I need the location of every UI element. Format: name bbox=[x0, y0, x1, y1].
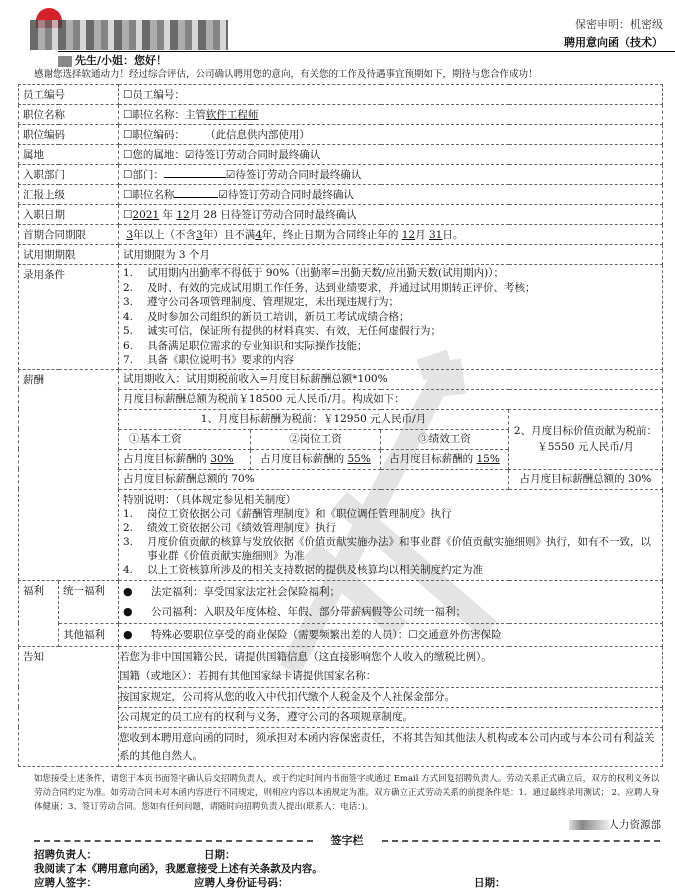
table-row: 职位名称 ☐职位名称：主管软件工程师 bbox=[19, 105, 663, 125]
document-title: 聘用意向函（技术） bbox=[564, 36, 663, 49]
list-item: 7. 具备《职位说明书》要求的内容 bbox=[123, 354, 294, 366]
table-row: 薪酬 试用期收入：试用期税前收入=月度目标薪酬总额*100% bbox=[19, 369, 663, 389]
table-row: 入职部门 ☐部门： ☑待签订劳动合同时最终确认 bbox=[19, 165, 663, 185]
list-item: ● 特殊必要职位享受的商业保险（需要频繁出差的人员）：☐交通意外伤害保险 bbox=[123, 627, 502, 641]
salary-notes: 特别说明：（具体规定参见相关制度） 1. 岗位工资依据公司《薪酬管理制度》和《职位调任管理制度》执行 2. 绩效工资依据公司《绩效管理制度》执行 3. 月度价值贡献的核算与发放依据《价值贡献实施办法》和事业群《价值贡献实施细则》执行，如有不一致，以事业群《价值贡献实施细则》为准 4. 以上工资核算所涉及的相关支持数据的提供及核算均以相关制度约定为准 bbox=[119, 489, 663, 580]
footer-note: 如您接受上述条件，请您于本页书面签字确认后交招聘负责人，或于约定时间内书面签字或通过 Email 方式回复招聘负责人。劳动关系正式确立后，双方的权利义务以劳动合同约定为准。如劳动合同未对本函内容进行不同规定，则相应内容以本函规定为准。双方确立正式劳动关系的前提条件是：1、通过最终录用测试； 2、应聘人身体健康；3、签订劳动合同。您如有任何问题，请随时向招聘负责人提出(联系人：电话：)。 bbox=[34, 773, 660, 812]
table-row: 福利 统一福利 ● 法定福利：享受国家法定社会保险福利； ● 公司福利：入职及年度体检、年假、部分带薪病假等公司统一福利； bbox=[19, 580, 663, 623]
list-item: 6. 具备满足职位需求的专业知识和实际操作技能； bbox=[123, 339, 368, 352]
applicant-line: 应聘人签字： 应聘人身份证号码： 日期： bbox=[34, 876, 506, 889]
list-item: ● 公司福利：入职及年度体检、年假、部分带薪病假等公司统一福利； bbox=[123, 604, 466, 618]
list-item: 3. 月度价值贡献的核算与发放依据《价值贡献实施办法》和事业群《价值贡献实施细则》执行，如有不一致，以事业群《价值贡献实施细则》为准 bbox=[123, 535, 651, 562]
table-row: 首期合同期限 3年以上（不含3年）且不满4年，终止日期为合同终止年的 12月 31日。 bbox=[19, 225, 663, 245]
table-row: 告知 若您为非中国国籍公民，请提供国籍信息（这直接影响您个人收入的缴税比例）。 国籍（或地区）：若拥有其他国家绿卡请提供国家名称： bbox=[19, 646, 663, 687]
list-item: 3. 遵守公司各项管理制度、管理规定，未出现违规行为； bbox=[123, 296, 399, 308]
table-row: 1、月度目标薪酬为税前：￥12950 元人民币/月 2、月度目标价值贡献为税前： ￥5550 元人民币/月 bbox=[19, 409, 663, 429]
table-row: 其他福利 ● 特殊必要职位享受的商业保险（需要频繁出差的人员）：☐交通意外伤害保险 bbox=[19, 623, 663, 646]
table-row: 入职日期 ☐2021 年 12月 28 日待签订劳动合同时最终确认 bbox=[19, 205, 663, 225]
bullet-icon: ● bbox=[123, 604, 133, 618]
table-row: 您收到本聘用意向函的同时，须承担对本函内容保密责任，不将其告知其他法人机构或本公司内或与本公司有利益关系的其他自然人。 bbox=[19, 727, 663, 766]
table-row: 职位编码 ☐职位编码： （此信息供内部使用） bbox=[19, 125, 663, 145]
document-header bbox=[0, 0, 675, 84]
greeting: 先生/小姐：您好！ bbox=[58, 54, 167, 67]
company-logo bbox=[30, 6, 230, 50]
hr-department: 人力资源部 bbox=[0, 818, 661, 832]
table-row: 属地 ☐您的属地：☑待签订劳动合同时最终确认 bbox=[19, 145, 663, 165]
list-item: 1. 岗位工资依据公司《薪酬管理制度》和《职位调任管理制度》执行 bbox=[123, 507, 452, 520]
list-item: ● 法定福利：享受国家法定社会保险福利； bbox=[123, 584, 340, 598]
thanks-text: 感谢您选择软通动力！经过综合评估，公司确认聘用您的意向，有关您的工作及待遇事宜预期如下，期待与您合作成功！ bbox=[34, 69, 538, 80]
recruiter-line: 招聘负责人： 日期： bbox=[34, 848, 236, 861]
table-row: ①基本工资 ②岗位工资 ③绩效工资 bbox=[19, 429, 663, 449]
table-row: 录用条件 1. 试用期内出勤率不得低于 90%（出勤率=出勤天数/应出勤天数(试用期内)）； 2. 及时、有效的完成试用期工作任务，达到业绩要求，并通过试用期转正评价、考核； 3. 遵守公司各项管理制度、管理规定，未出现违规行为； 4. 及时参加公司组织的新员工培训，新员工考试成绩合格； 5. 诚实可信，保证所有提供的材料真实、有效，无任何虚假行为； 6. 具备满足职位需求的专业知识和实际操作技能； 7. 具备《职位说明书》要求的内容 bbox=[19, 265, 663, 370]
list-item: 5. 诚实可信，保证所有提供的材料真实、有效，无任何虚假行为； bbox=[123, 325, 441, 337]
table-row: 员工编号 ☐员工编号： bbox=[19, 85, 663, 105]
conditions-list bbox=[119, 265, 663, 370]
bullet-icon: ● bbox=[123, 584, 133, 598]
table-row: 按国家规定，公司将从您的收入中代扣代缴个人税金及个人社保金部分。 bbox=[19, 687, 663, 707]
confidentiality-label: 保密申明：机密级 bbox=[575, 18, 663, 31]
list-item: 4. 及时参加公司组织的新员工培训，新员工考试成绩合格； bbox=[123, 310, 410, 323]
table-row: 公司规定的员工应有的权利与义务，遵守公司的各项规章制度。 bbox=[19, 707, 663, 727]
table-row: 占月度目标薪酬的 30% 占月度目标薪酬的 55% 占月度目标薪酬的 15% bbox=[19, 449, 663, 469]
accept-statement: 我阅读了本《聘用意向函》，我愿意接受上述有关条款及内容。 bbox=[34, 862, 323, 875]
list-item: 1. 试用期内出勤率不得低于 90%（出勤率=出勤天数/应出勤天数(试用期内)）； bbox=[123, 267, 504, 279]
list-item: 4. 以上工资核算所涉及的相关支持数据的提供及核算均以相关制度约定为准 bbox=[123, 563, 483, 576]
table-row: 试用期期限 试用期限为 3 个月 bbox=[19, 245, 663, 265]
list-item: 2. 绩效工资依据公司《绩效管理制度》执行 bbox=[123, 521, 336, 534]
table-row: 占月度目标薪酬总额的 70% 占月度目标薪酬总额的 30% bbox=[19, 469, 663, 489]
signature-bar: 签字栏 bbox=[34, 834, 660, 848]
bullet-icon: ● bbox=[123, 627, 133, 641]
table-row: 汇报上级 ☐职位名称 ☑待签订劳动合同时最终确认 bbox=[19, 185, 663, 205]
offer-table bbox=[18, 84, 663, 767]
table-row: 月度目标薪酬总额为税前￥18500 元人民币/月。构成如下： bbox=[19, 389, 663, 409]
list-item: 2. 及时、有效的完成试用期工作任务，达到业绩要求，并通过试用期转正评价、考核； bbox=[123, 281, 536, 294]
header-divider bbox=[58, 51, 675, 52]
